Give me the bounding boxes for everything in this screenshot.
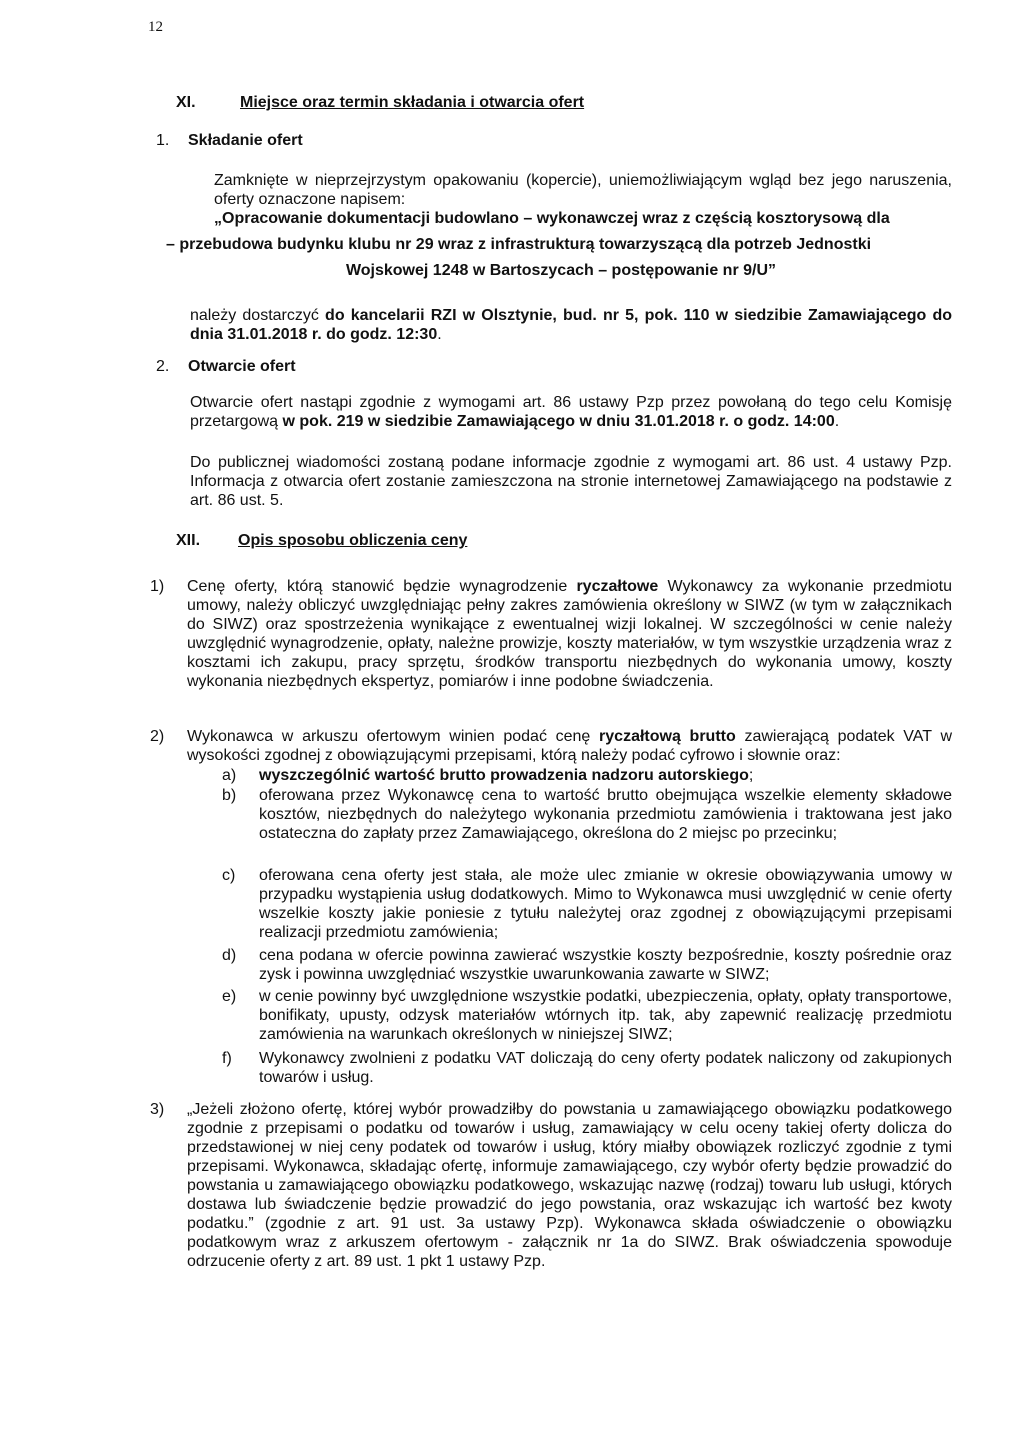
subitem-d-letter: d) — [222, 947, 237, 964]
item-2-heading: Otwarcie ofert — [188, 358, 296, 375]
subitem-d-text: cena podana w ofercie powinna zawierać wszystkie koszty bezpośrednie, koszty pośrednie oraz zysk i powinna uwzględniać wszystkie uwarunkowania zawarte w SIWZ; — [259, 947, 952, 983]
point-1-bold: ryczałtowe — [576, 578, 659, 595]
subitem-e-letter: e) — [222, 988, 237, 1005]
item-1-intro: Zamknięte w nieprzejrzystym opakowaniu (kopercie), uniemożliwiającym wgląd bez jego naruszenia, oferty oznaczone napisem: — [214, 172, 952, 208]
quote-line-1: „Opracowanie dokumentacji budowlano – wykonawczej wraz z częścią kosztorysową dla — [214, 210, 890, 227]
subitem-f-text: Wykonawcy zwolnieni z podatku VAT doliczają do ceny oferty podatek naliczony od zakupionych towarów i usług. — [259, 1050, 952, 1086]
opening-suffix: . — [834, 413, 840, 430]
section-xii-title: Opis sposobu obliczenia ceny — [238, 532, 468, 549]
point-2-bold: ryczałtową brutto — [599, 728, 736, 745]
subitem-f-letter: f) — [222, 1050, 232, 1067]
section-xi-title: Miejsce oraz termin składania i otwarcia ofert — [240, 94, 585, 111]
opening-paragraph — [190, 393, 952, 431]
point-1-number: 1) — [150, 578, 165, 595]
point-2-text — [187, 727, 952, 765]
quote-line-3: Wojskowej 1248 w Bartoszycach – postępowanie nr 9/U” — [345, 262, 777, 279]
page-number: 12 — [148, 19, 163, 35]
point-1-text — [187, 577, 952, 691]
subitem-e-text: w cenie powinny być uwzględnione wszystkie podatki, ubezpieczenia, opłaty, opłaty transportowe, bonifikaty, upusty, odzysk materiałów wtórnych itp. tak, aby zapewnić realizację przedmiotu zamówienia na warunkach określonych w niniejszej SIWZ; — [259, 988, 952, 1043]
subitem-b-letter: b) — [222, 787, 237, 804]
public-info-paragraph: Do publicznej wiadomości zostaną podane informacje zgodnie z wymogami art. 86 ust. 4 ustawy Pzp. Informacja z otwarcia ofert zostanie zamieszczona na stronie internetowej Zamawiającego na podstawie z art. 86 ust. 5. — [190, 454, 952, 509]
delivery-location-deadline: do kancelarii RZI w Olsztynie, bud. nr 5, pok. 110 w siedzibie Zamawiającego do dnia 31.01.2018 r. do godz. 12:30 — [190, 307, 952, 343]
subitem-c-letter: c) — [222, 867, 236, 884]
point-1-text-a: Cenę oferty, którą stanowić będzie wynagrodzenie — [187, 578, 577, 595]
point-3-text: „Jeżeli złożono ofertę, której wybór prowadziłby do powstania u zamawiającego obowiązku podatkowego zgodnie z przepisami o podatku od towarów i usług, zamawiający w celu oceny takiej oferty dolicza do przedstawionej w niej ceny podatek od towarów i usług, który miałby obowiązek rozliczyć zgodnie z tymi przepisami. Wykonawca, składając ofertę, informuje zamawiającego, czy wybór oferty będzie prowadzić do powstania u zamawiającego obowiązku podatkowego, wskazując nazwę (rodzaj) towaru lub usługi, których dostawa lub świadczenie będzie prowadzić do jego powstania, oraz wskazując ich wartość bez kwoty podatku.” (zgodnie z art. 91 ust. 3a ustawy Pzp). Wykonawca składa oświadczenie o obowiązku podatkowym wraz z arkuszem ofertowym - załącznik nr 1a do SIWZ. Brak oświadczenia spowoduje odrzucenie oferty z art. 89 ust. 1 pkt 1 ustawy Pzp. — [187, 1101, 952, 1270]
item-2-number: 2. — [156, 358, 170, 375]
item-1-heading: Składanie ofert — [188, 132, 303, 149]
point-2-text-b: zawierającą podatek VAT w wysokości zgodnej z obowiązującymi przepisami, którą należy podać cyfrowo i słownie oraz: — [187, 728, 952, 764]
delivery-prefix: należy dostarczyć — [190, 307, 326, 324]
subitem-b-text: oferowana przez Wykonawcę cena to wartość brutto obejmująca wszelkie elementy składowe kosztów, niezbędnych do należytego wykonania przedmiotu zamówienia i traktowana jest jako ostateczna do zapłaty przez Zamawiającego, określona do 2 miejsc po przecinku; — [259, 787, 952, 842]
subitem-a-suffix: ; — [748, 767, 754, 784]
subitem-a-bold: wyszczególnić wartość brutto prowadzenia nadzoru autorskiego — [259, 767, 749, 784]
opening-location-date: w pok. 219 w siedzibie Zamawiającego w dniu 31.01.2018 r. o godz. 14:00 — [282, 413, 835, 430]
item-1-number: 1. — [156, 132, 170, 149]
opening-prefix: Otwarcie ofert nastąpi zgodnie z wymogami art. 86 ustawy Pzp przez powołaną do tego celu Komisję przetargową — [190, 394, 952, 430]
delivery-paragraph — [190, 306, 952, 344]
point-2-number: 2) — [150, 728, 165, 745]
point-2-text-a: Wykonawca w arkuszu ofertowym winien podać cenę — [187, 728, 600, 745]
point-1-text-b: Wykonawcy za wykonanie przedmiotu umowy, należy obliczyć uwzględniając pełny zakres zamówienia określony w SIWZ (w tym w załącznikach do SIWZ) oraz spostrzeżenia wynikające z ewentualnej wizji lokalnej. W szczególności w cenie należy uwzględnić wynagrodzenie, opłaty, należne prowizje, koszty materiałów, w tym wszystkie urządzenia wraz z kosztami ich zakupu, pracy sprzętu, środków transportu niezbędnych do wykonania umowy, koszty wykonania niezbędnych ekspertyz, pomiarów i inne podobne świadczenia. — [187, 578, 953, 690]
subitem-c-text: oferowana cena oferty jest stała, ale może ulec zmianie w okresie obowiązywania umowy w przypadku wystąpienia usług dodatkowych. Mimo to Wykonawca musi uwzględnić w cenie oferty wszelkie koszty jakie poniesie z tytułu należytej oraz zgodnej z obowiązującymi przepisami realizacji przedmiotu zamówienia; — [259, 867, 952, 941]
subitem-a-text — [259, 766, 952, 785]
section-xi-roman: XI. — [176, 94, 196, 111]
section-xii-roman: XII. — [176, 532, 201, 549]
quote-line-2: – przebudowa budynku klubu nr 29 wraz z infrastrukturą towarzyszącą dla potrzeb Jednostki — [166, 236, 872, 253]
delivery-suffix: . — [437, 326, 442, 343]
point-3-number: 3) — [150, 1101, 165, 1118]
subitem-a-letter: a) — [222, 767, 237, 784]
